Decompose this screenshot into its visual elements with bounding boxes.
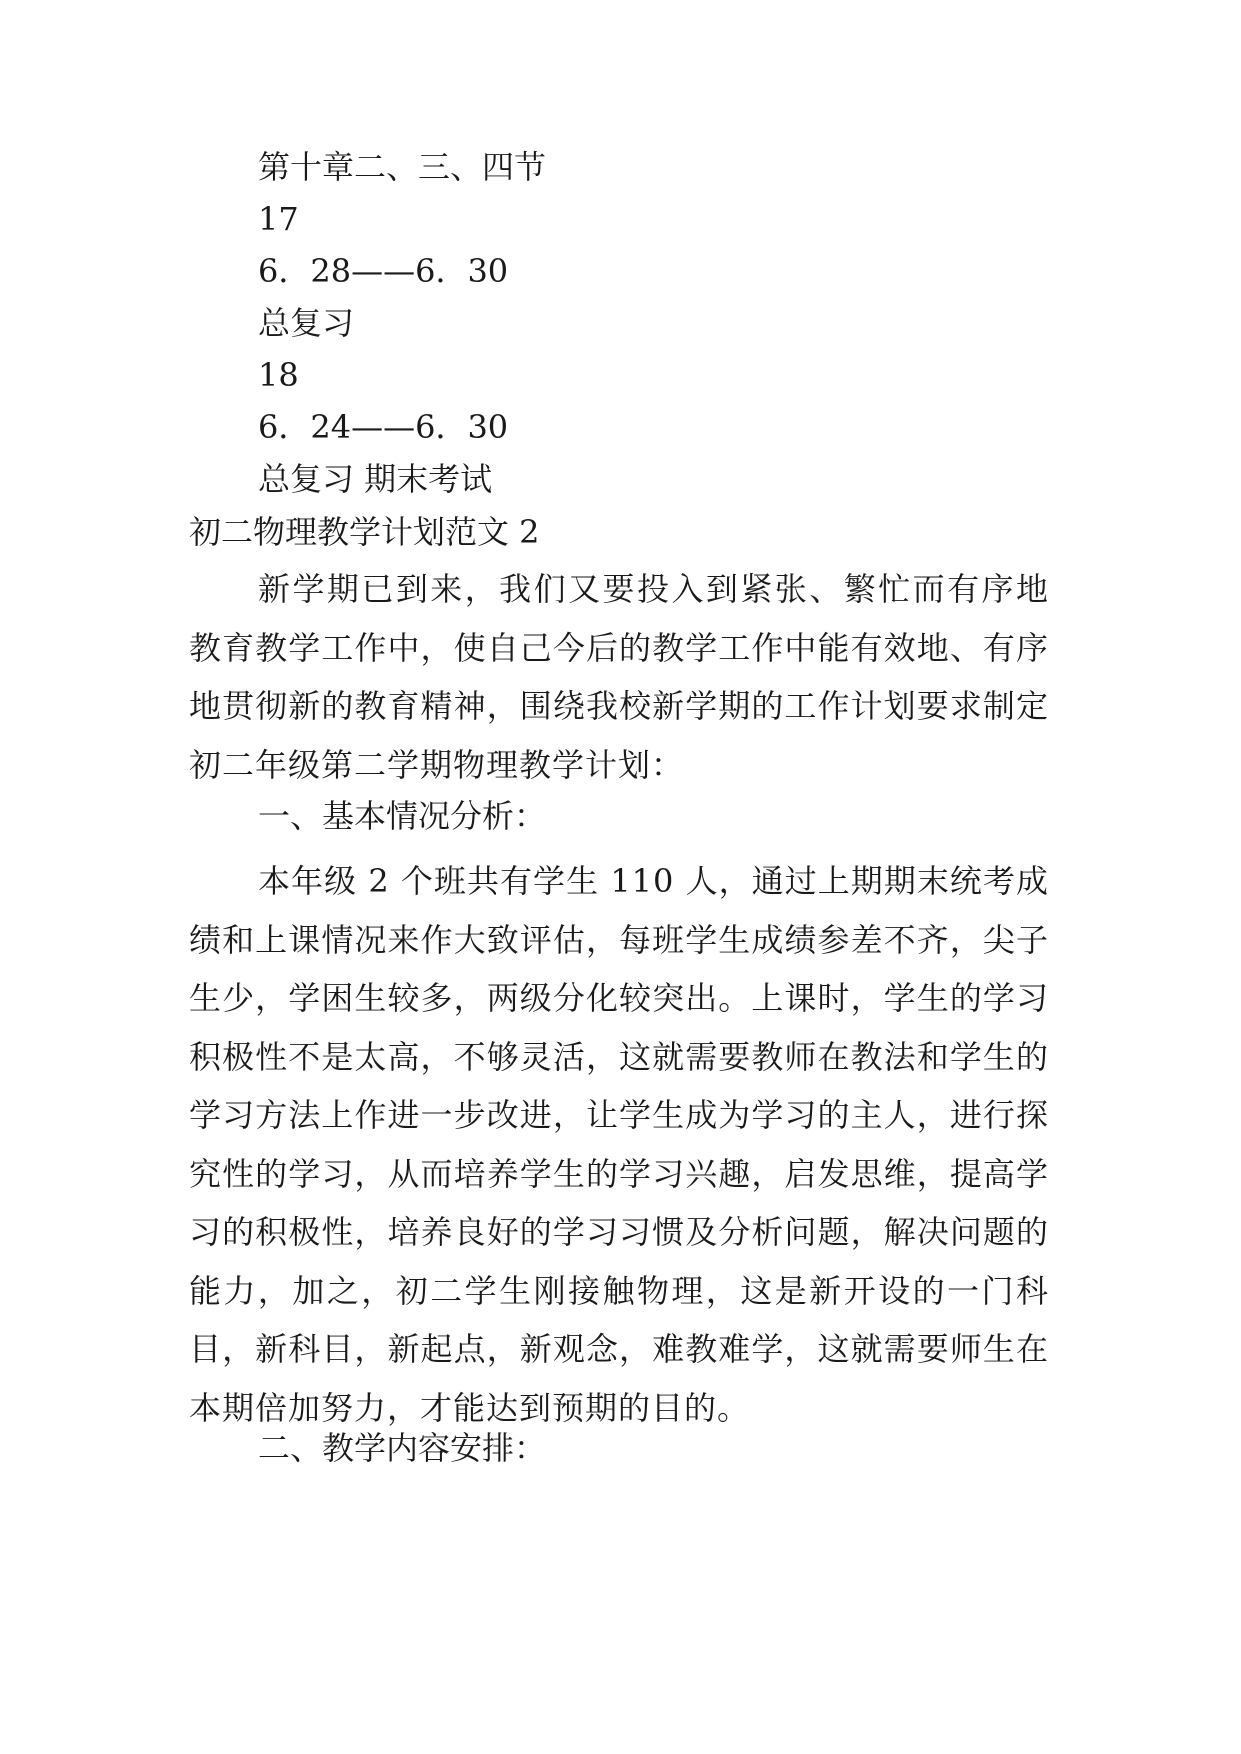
section-heading: 二、教学内容安排： [258, 1429, 547, 1467]
article-title: 初二物理教学计划范文 2 [189, 513, 540, 551]
intro-paragraph: 新学期已到来，我们又要投入到紧张、繁忙而有序地教育教学工作中，使自己今后的教学工作中能有效地、有序地贯彻新的教育精神，围绕我校新学期的工作计划要求制定初二年级第二学期物理教学计划： [189, 570, 1049, 784]
schedule-content-text: 总复习 期末考试 [258, 460, 493, 498]
schedule-content-text: 总复习 [258, 304, 355, 342]
schedule-content-text: 第十章二、三、四节 [258, 148, 547, 186]
schedule-date-range: 6．24——6．30 [258, 408, 509, 446]
section-heading: 一、基本情况分析： [258, 797, 547, 835]
schedule-week-number: 18 [258, 356, 299, 394]
body-paragraph: 本年级 2 个班共有学生 110 人，通过上期期末统考成绩和上课情况来作大致评估，每班学生成绩参差不齐，尖子生少，学困生较多，两级分化较突出。上课时，学生的学习积极性不是太高，不够灵活，这就需要教师在教法和学生的学习方法上作进一步改进，让学生成为学习的主人，进行探究性的学习，从而培养学生的学习兴趣，启发思维，提高学习的积极性，培养良好的学习习惯及分析问题，解决问题的能力，加之，初二学生刚接触物理，这是新开设的一门科目，新科目，新起点，新观念，难教难学，这就需要师生在本期倍加努力，才能达到预期的目的。 [189, 862, 1049, 1427]
schedule-week-number: 17 [258, 200, 299, 238]
schedule-date-range: 6．28——6．30 [258, 252, 509, 290]
